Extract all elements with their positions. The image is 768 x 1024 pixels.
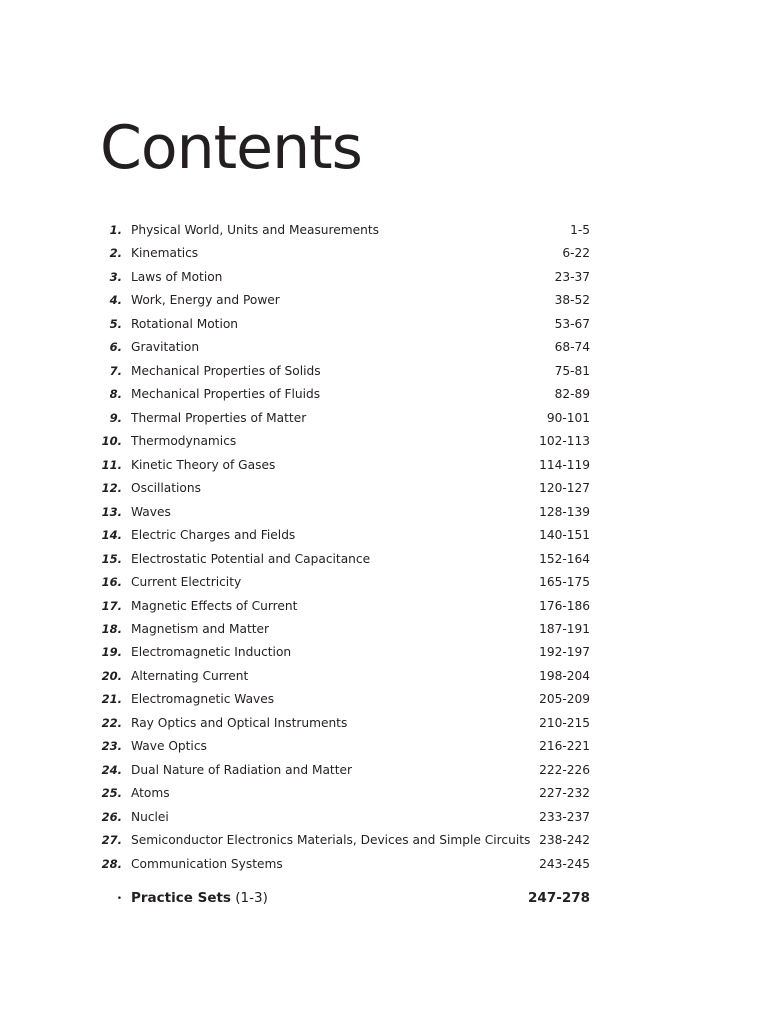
chapter-number: 6. <box>109 340 122 355</box>
practice-sets-label: Practice Sets <box>131 890 231 906</box>
chapter-pages: 176-186 <box>539 598 590 613</box>
toc-row <box>98 360 590 383</box>
chapter-pages: 205-209 <box>539 692 590 707</box>
chapter-title: Magnetism and Matter <box>131 621 270 636</box>
toc-row <box>98 641 590 664</box>
chapter-pages: 53-67 <box>554 316 590 331</box>
chapter-pages: 68-74 <box>554 340 590 355</box>
chapter-number: 21. <box>101 692 122 707</box>
chapter-number: 16. <box>101 575 122 590</box>
chapter-number: 20. <box>101 668 122 683</box>
toc-row <box>98 829 590 852</box>
chapter-title: Oscillations <box>131 481 201 496</box>
chapter-pages: 152-164 <box>539 551 590 566</box>
toc-row <box>98 407 590 430</box>
practice-sets-title <box>122 886 528 910</box>
chapter-pages: 210-215 <box>539 715 590 730</box>
chapter-title: Nuclei <box>131 809 169 824</box>
toc-row <box>98 383 590 406</box>
chapter-title: Thermal Properties of Matter <box>131 410 307 425</box>
chapter-number: 13. <box>101 504 122 519</box>
chapter-title: Dual Nature of Radiation and Matter <box>131 762 352 777</box>
toc-row <box>98 735 590 758</box>
chapter-title: Communication Systems <box>131 856 283 871</box>
chapter-title: Laws of Motion <box>131 269 223 284</box>
chapter-pages: 243-245 <box>539 856 590 871</box>
chapter-pages: 75-81 <box>554 363 590 378</box>
chapter-pages: 216-221 <box>539 739 590 754</box>
chapter-pages: 6-22 <box>562 246 590 261</box>
chapter-pages: 140-151 <box>539 528 590 543</box>
chapter-title: Work, Energy and Power <box>131 293 280 308</box>
chapter-number: 7. <box>109 363 122 378</box>
page-title: Contents <box>100 113 362 183</box>
chapter-number: 4. <box>109 293 122 308</box>
chapter-number: 12. <box>101 481 122 496</box>
chapter-pages: 128-139 <box>539 504 590 519</box>
chapter-title: Waves <box>131 504 171 519</box>
chapter-number: 18. <box>101 621 122 636</box>
chapter-pages: 120-127 <box>539 481 590 496</box>
chapter-pages: 198-204 <box>539 668 590 683</box>
chapter-number: 23. <box>101 739 122 754</box>
toc-row <box>98 289 590 312</box>
chapter-number: 28. <box>101 856 122 871</box>
chapter-title: Mechanical Properties of Fluids <box>131 387 321 402</box>
chapter-number: 14. <box>101 528 122 543</box>
bullet-icon: • <box>116 894 122 904</box>
chapter-number: 17. <box>101 598 122 613</box>
chapter-pages: 38-52 <box>554 293 590 308</box>
chapter-title: Mechanical Properties of Solids <box>131 363 321 378</box>
toc-row <box>98 782 590 805</box>
practice-sets-pages: 247-278 <box>528 890 590 906</box>
toc-row <box>98 665 590 688</box>
chapter-number: 26. <box>101 809 122 824</box>
toc-row <box>98 806 590 829</box>
toc-row <box>98 336 590 359</box>
chapter-pages: 102-113 <box>539 434 590 449</box>
chapter-number: 1. <box>109 223 122 237</box>
chapter-pages: 1-5 <box>570 223 590 237</box>
toc-row <box>98 242 590 265</box>
chapter-pages: 233-237 <box>539 809 590 824</box>
chapter-pages: 192-197 <box>539 645 590 660</box>
chapter-title: Electrostatic Potential and Capacitance <box>131 551 371 566</box>
chapter-title: Kinematics <box>131 246 199 261</box>
toc-row <box>98 618 590 641</box>
toc-row <box>98 595 590 618</box>
chapter-number: 24. <box>101 762 122 777</box>
chapter-title: Kinetic Theory of Gases <box>131 457 276 472</box>
practice-sets-range: (1-3) <box>230 890 268 906</box>
chapter-title: Rotational Motion <box>131 316 239 331</box>
chapter-number: 11. <box>101 457 122 472</box>
chapter-title: Thermodynamics <box>131 434 237 449</box>
chapter-number: 8. <box>109 387 122 402</box>
chapter-pages: 238-242 <box>539 833 590 848</box>
chapter-title: Semiconductor Electronics Materials, Devices and Simple Circuits <box>131 833 531 848</box>
chapter-number: 25. <box>101 786 122 801</box>
toc-row <box>98 454 590 477</box>
chapter-pages: 114-119 <box>539 457 590 472</box>
chapter-pages: 23-37 <box>554 269 590 284</box>
toc-row <box>98 548 590 571</box>
toc-row <box>98 430 590 453</box>
chapter-title: Alternating Current <box>131 668 249 683</box>
toc-row <box>98 524 590 547</box>
chapter-title: Physical World, Units and Measurements <box>131 223 379 237</box>
toc-row <box>98 313 590 336</box>
toc-row <box>98 501 590 524</box>
chapter-number: 10. <box>101 434 122 449</box>
chapter-title: Ray Optics and Optical Instruments <box>131 715 348 730</box>
chapter-pages: 227-232 <box>539 786 590 801</box>
contents-list <box>98 219 590 876</box>
chapter-pages: 187-191 <box>539 621 590 636</box>
chapter-number: 19. <box>101 645 122 660</box>
chapter-title: Current Electricity <box>131 575 242 590</box>
chapter-number: 9. <box>109 410 122 425</box>
toc-row <box>98 571 590 594</box>
toc-row <box>98 712 590 735</box>
chapter-title: Electric Charges and Fields <box>131 528 296 543</box>
toc-row <box>98 219 590 242</box>
chapter-title: Atoms <box>131 786 170 801</box>
chapter-number: 15. <box>101 551 122 566</box>
toc-row <box>98 688 590 711</box>
chapter-pages: 165-175 <box>539 575 590 590</box>
chapter-pages: 82-89 <box>554 387 590 402</box>
chapter-title: Electromagnetic Induction <box>131 645 292 660</box>
chapter-pages: 90-101 <box>546 410 590 425</box>
chapter-number: 27. <box>101 833 122 848</box>
toc-row <box>98 759 590 782</box>
toc-row <box>98 477 590 500</box>
chapter-number: 22. <box>101 715 122 730</box>
chapter-title: Gravitation <box>131 340 200 355</box>
practice-sets-entry <box>98 886 590 912</box>
chapter-title: Magnetic Effects of Current <box>131 598 298 613</box>
chapter-title: Wave Optics <box>131 739 207 754</box>
toc-row <box>98 853 590 876</box>
chapter-title: Electromagnetic Waves <box>131 692 275 707</box>
chapter-number: 2. <box>109 246 122 261</box>
chapter-number: 5. <box>109 316 122 331</box>
chapter-number: 3. <box>109 269 122 284</box>
chapter-pages: 222-226 <box>539 762 590 777</box>
toc-row <box>98 266 590 289</box>
